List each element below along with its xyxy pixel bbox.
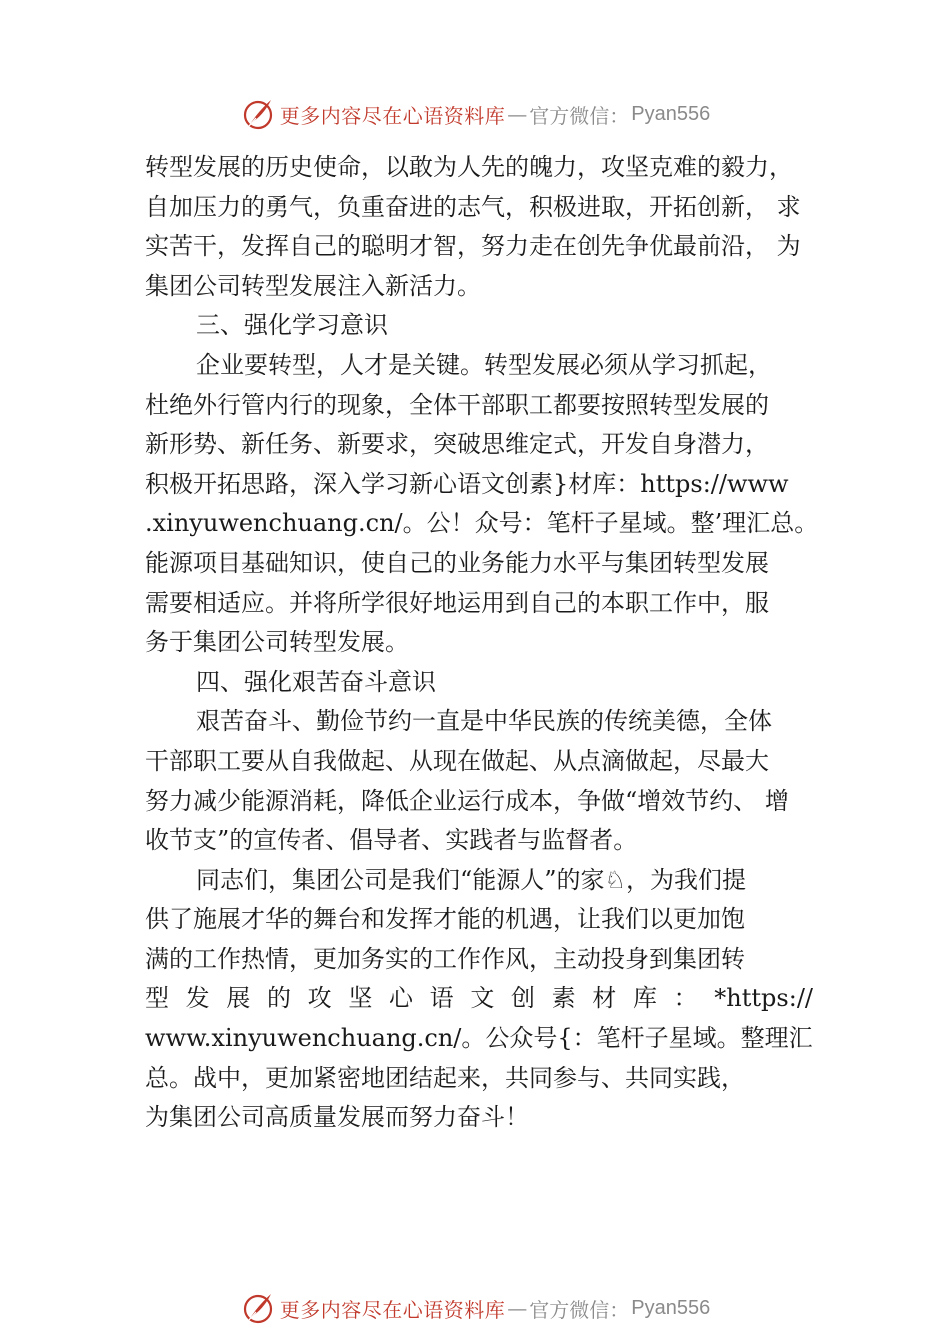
document-body — [145, 148, 819, 1138]
text-line: 杜绝外行管内行的现象，全体干部职工都要按照转型发展的 — [145, 390, 769, 419]
text-line: 努力减少能源消耗，降低企业运行成本，争做“增效节约、 增 — [145, 786, 789, 815]
text-line: .xinyuwenchuang.cn/。公！众号：笔杆子星域。整’理汇总。 — [145, 509, 819, 538]
text-line: 满的工作热情，更加务实的工作作风，主动投身到集团转 — [145, 944, 745, 973]
section-heading: 四、强化艰苦奋斗意识 — [196, 667, 436, 696]
text-line: 型 发 展 的 攻 坚 心 语 文 创 素 材 库 ： *https:// — [145, 984, 813, 1013]
text-line: 务于集团公司转型发展。 — [145, 628, 409, 657]
quill-logo-icon — [240, 96, 276, 132]
text-line: 自加压力的勇气，负重奋进的志气，积极进取，开拓创新， 求 — [145, 192, 801, 221]
section-heading: 三、强化学习意识 — [196, 311, 388, 340]
banner-wechat-id: Pyan556 — [631, 102, 711, 125]
banner-label: 官方微信： — [529, 103, 630, 128]
text-line: 同志们，集团公司是我们“能源人”的家♘，为我们提 — [196, 865, 747, 894]
banner-separator: — — [507, 102, 528, 126]
text-line: 企业要转型，人才是关键。转型发展必须从学习抓起， — [196, 350, 772, 379]
banner-text: 更多内容尽在心语资料库 — [279, 103, 506, 128]
text-line: 实苦干，发挥自己的聪明才智，努力走在创先争优最前沿， 为 — [145, 232, 801, 261]
banner-text: 更多内容尽在心语资料库 — [279, 1297, 506, 1322]
text-line: 积极开拓思路，深入学习新心语文创素}材库：https://www — [145, 469, 789, 498]
text-line: 干部职工要从自我做起、从现在做起、从点滴做起，尽最大 — [145, 746, 769, 775]
banner-separator: — — [507, 1296, 528, 1320]
text-line: 新形势、新任务、新要求，突破思维定式，开发自身潜力， — [145, 430, 769, 459]
text-line: 总。战中，更加紧密地团结起来，共同参与、共同实践， — [145, 1063, 745, 1092]
text-line: 需要相适应。并将所学很好地运用到自己的本职工作中，服 — [145, 588, 769, 617]
header-banner — [0, 94, 950, 134]
text-line: 转型发展的历史使命，以敢为人先的魄力，攻坚克难的毅力， — [145, 153, 793, 181]
text-line: 收节支”的宣传者、倡导者、实践者与监督者。 — [145, 826, 638, 855]
footer-banner — [0, 1288, 950, 1328]
quill-logo-icon — [240, 1290, 276, 1326]
text-line: www.xinyuwenchuang.cn/。公众号{：笔杆子星域。整理汇 — [145, 1024, 813, 1053]
text-line: 能源项目基础知识，使自己的业务能力水平与集团转型发展 — [145, 548, 769, 577]
text-line: 艰苦奋斗、勤俭节约一直是中华民族的传统美德，全体 — [196, 707, 772, 736]
text-line: 供了施展才华的舞台和发挥才能的机遇，让我们以更加饱 — [145, 905, 745, 934]
banner-wechat-id: Pyan556 — [631, 1296, 711, 1319]
text-line: 集团公司转型发展注入新活力。 — [145, 271, 481, 300]
banner-label: 官方微信： — [529, 1297, 630, 1322]
text-line: 为集团公司高质量发展而努力奋斗！ — [145, 1103, 529, 1132]
